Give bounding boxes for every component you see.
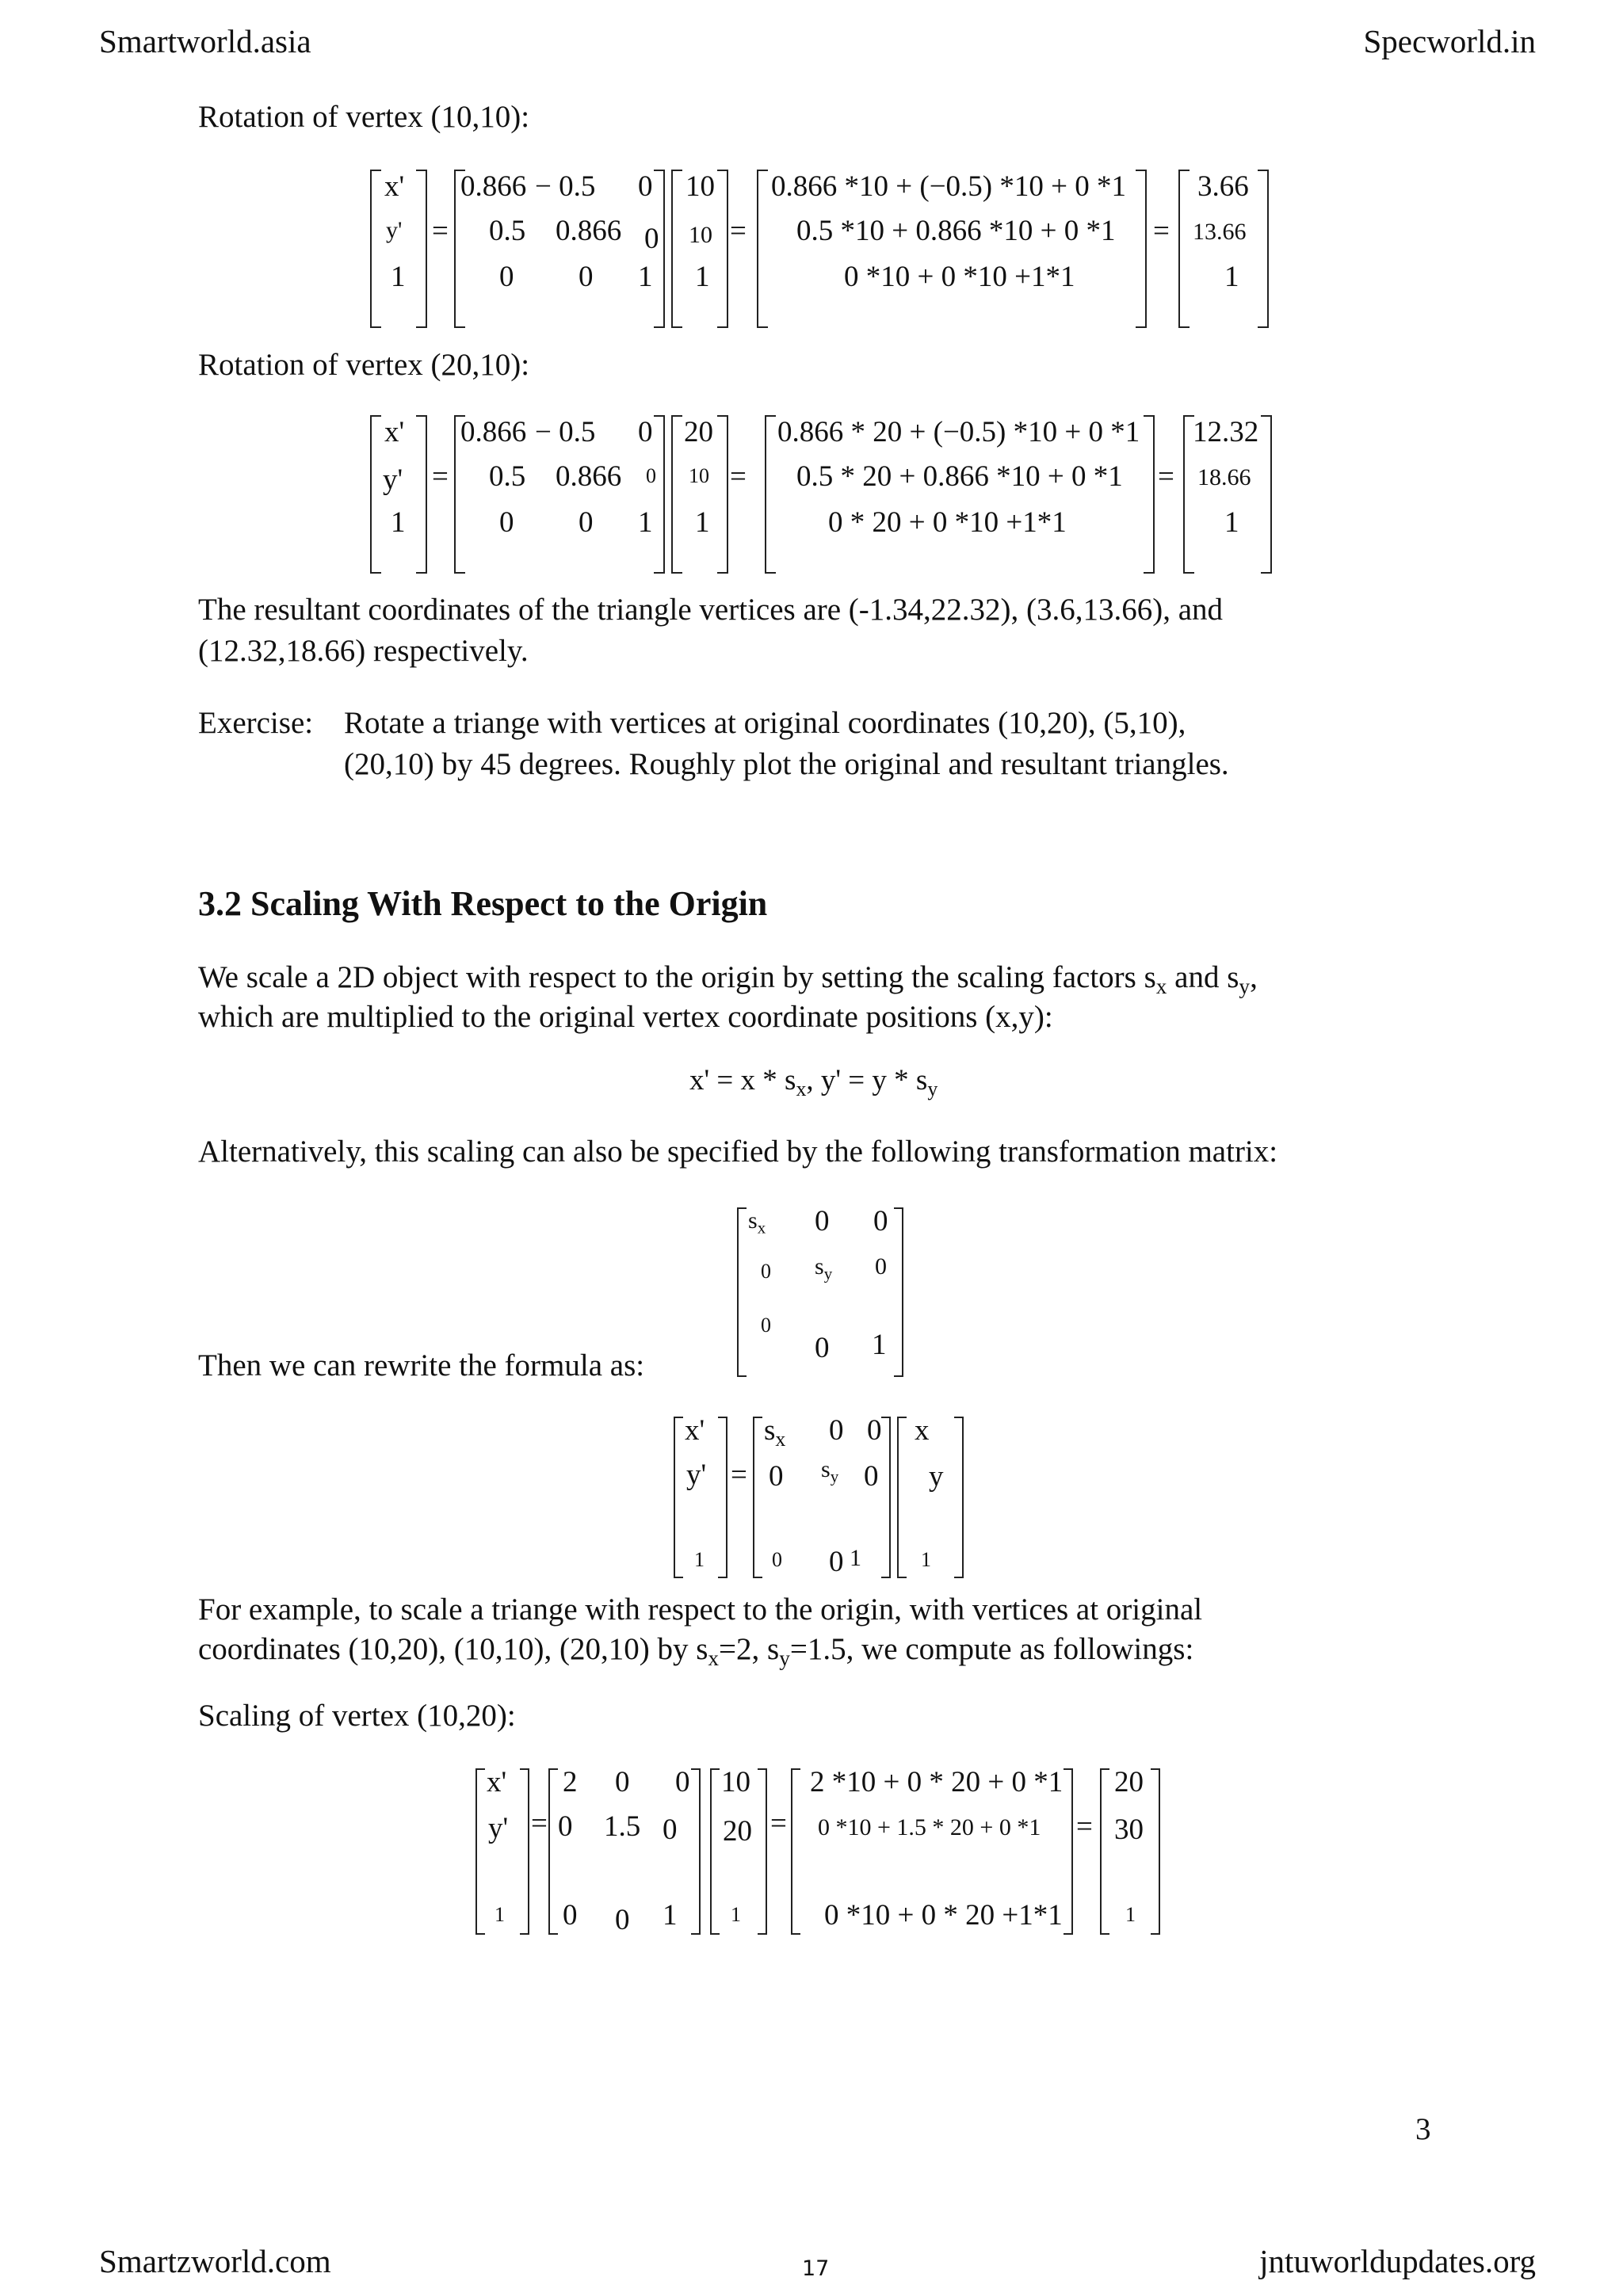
matrix-zero: 0 (815, 1205, 830, 1238)
bracket (954, 1417, 964, 1578)
rotation-caption-2: Rotation of vertex (20,10): (198, 348, 530, 382)
header-left: Smartworld.asia (99, 23, 311, 59)
m21: 0 (558, 1810, 573, 1843)
scaling-equation (475, 1765, 1173, 1939)
matrix-one: 1 (850, 1545, 861, 1571)
header-right: Specworld.in (1363, 23, 1536, 59)
matrix-zero: 0 (772, 1548, 782, 1571)
alternative-text: Alternatively, this scaling can also be specified by the following transformation matrix: (198, 1135, 1278, 1169)
bracket (753, 1417, 762, 1578)
bracket (881, 1417, 891, 1578)
bracket (1261, 415, 1272, 574)
matrix-zero: 0 (761, 1314, 771, 1337)
equals-sign: = (1076, 1810, 1093, 1843)
bracket (520, 1768, 529, 1935)
m21: 0.5 (489, 460, 526, 493)
exercise-line-1: Rotate a triange with vertices at original coordinates (10,20), (5,10), (344, 706, 1186, 740)
matrix-zero: 0 (864, 1460, 879, 1493)
equals-sign: = (730, 215, 747, 247)
rotation-equation-1 (369, 166, 1272, 333)
rewrite-text: Then we can rewrite the formula as: (198, 1348, 645, 1383)
matrix-zero: 0 (815, 1332, 830, 1364)
bracket (710, 1768, 720, 1935)
v1: 20 (684, 416, 713, 448)
e3: 0 *10 + 0 * 20 +1*1 (824, 1899, 1063, 1932)
bracket (737, 1207, 747, 1377)
result-line-1: The resultant coordinates of the triangle vertices are (-1.34,22.32), (3.6,13.66), and (198, 593, 1224, 627)
r3: 1 (1224, 261, 1239, 293)
bracket (671, 415, 682, 574)
m33: 1 (638, 261, 653, 293)
bracket (654, 415, 665, 574)
matrix-sx: $s_x$ (748, 1207, 766, 1238)
m31: 0 (499, 506, 514, 539)
matrix-sx: $s_x$ (764, 1414, 786, 1451)
footer-right: jntuworldupdates.org (1259, 2243, 1536, 2279)
e2: 0.5 *10 + 0.866 *10 + 0 *1 (796, 215, 1116, 247)
bracket (1100, 1768, 1109, 1935)
r3: 1 (1125, 1903, 1136, 1926)
lhs-x: x' (384, 170, 405, 203)
scaling-caption: Scaling of vertex (10,20): (198, 1699, 516, 1733)
equals-sign: = (1153, 215, 1170, 247)
vec-1: 1 (921, 1548, 931, 1571)
equals-sign: = (770, 1807, 787, 1840)
m13: 0 (638, 170, 653, 203)
bracket (1258, 170, 1269, 328)
bracket (674, 1417, 683, 1578)
equals-sign: = (730, 460, 747, 493)
bracket (475, 1768, 485, 1935)
scaling-formula: $x' = x * s_x$, $y' = y * s_y$ (689, 1064, 938, 1100)
v3: 1 (695, 261, 710, 293)
m13: 0 (675, 1766, 690, 1798)
m22: 0.866 (556, 460, 622, 493)
bracket (370, 170, 381, 328)
v2: 20 (723, 1815, 752, 1848)
page-number: 3 (1415, 2112, 1431, 2146)
matrix-zero: 0 (761, 1260, 771, 1283)
lhs-x: x' (487, 1766, 507, 1798)
m12: − 0.5 (535, 170, 596, 203)
v1: 10 (685, 170, 715, 203)
footer-center: 17 (802, 2256, 830, 2281)
equals-sign: = (432, 460, 449, 493)
e2: 0.5 * 20 + 0.866 *10 + 0 *1 (796, 460, 1123, 493)
bracket (718, 1417, 727, 1578)
bracket (691, 1768, 701, 1935)
lhs-y: y' (686, 1459, 707, 1491)
bracket (370, 415, 381, 574)
matrix-sy: $s_y$ (815, 1253, 833, 1283)
m11: 0.866 (460, 416, 527, 448)
matrix-zero: 0 (873, 1205, 888, 1238)
v1: 10 (721, 1766, 750, 1798)
example-line-1: For example, to scale a triange with respect to the origin, with vertices at original (198, 1592, 1203, 1627)
m12: 0 (615, 1766, 630, 1798)
e3: 0 * 20 + 0 *10 +1*1 (828, 506, 1067, 539)
m22: 0.866 (556, 215, 622, 247)
v3: 1 (695, 506, 710, 539)
m31: 0 (499, 261, 514, 293)
lhs-1: 1 (391, 261, 406, 293)
lhs-y: y' (386, 217, 403, 243)
result-line-2: (12.32,18.66) respectively. (198, 634, 529, 668)
e3: 0 *10 + 0 *10 +1*1 (844, 261, 1075, 293)
m31: 0 (563, 1899, 578, 1932)
lhs-1: 1 (391, 506, 406, 539)
lhs-y: y' (488, 1812, 509, 1844)
m11: 0.866 (460, 170, 527, 203)
lhs-1: 1 (495, 1903, 505, 1926)
bracket (548, 1768, 558, 1935)
v3: 1 (731, 1903, 741, 1926)
vec-x: x (915, 1414, 930, 1447)
section-title: 3.2 Scaling With Respect to the Origin (198, 884, 768, 923)
m32: 0 (579, 506, 594, 539)
rotation-caption-1: Rotation of vertex (10,10): (198, 100, 530, 134)
matrix-zero: 0 (829, 1414, 844, 1447)
example-line-2: coordinates (10,20), (10,10), (20,10) by $s_x=2$, $s_y=1.5$, we compute as followings: (198, 1632, 1194, 1671)
m32: 0 (579, 261, 594, 293)
v2: 10 (689, 222, 712, 248)
m23: 0 (646, 464, 656, 487)
r1: 12.32 (1193, 416, 1259, 448)
r1: 20 (1114, 1766, 1144, 1798)
equals-sign: = (432, 215, 449, 247)
scaling-intro-line-1: We scale a 2D object with respect to the origin by setting the scaling factors $s_x$ and $s_y$, (198, 960, 1258, 999)
m33: 1 (663, 1899, 678, 1932)
m32: 0 (615, 1904, 630, 1936)
rewrite-equation (674, 1413, 975, 1584)
equals-sign: = (731, 1459, 747, 1491)
m23: 0 (663, 1814, 678, 1846)
v2: 10 (689, 464, 709, 487)
scaling-matrix (737, 1204, 911, 1379)
r2: 13.66 (1193, 219, 1247, 245)
bracket (717, 170, 728, 328)
vec-y: y (929, 1460, 944, 1493)
m13: 0 (638, 416, 653, 448)
equals-sign: = (1158, 460, 1174, 493)
m11: 2 (563, 1766, 578, 1798)
bracket (1136, 170, 1147, 328)
lhs-y: y' (383, 463, 403, 496)
equals-sign: = (531, 1807, 548, 1840)
matrix-sy: $s_y$ (821, 1456, 839, 1486)
e1: 0.866 * 20 + (−0.5) *10 + 0 *1 (777, 416, 1140, 448)
bracket (1151, 1768, 1160, 1935)
exercise-label: Exercise: (198, 706, 314, 740)
e1: 0.866 *10 + (−0.5) *10 + 0 *1 (771, 170, 1126, 203)
bracket (416, 415, 427, 574)
lhs-x: x' (685, 1414, 705, 1447)
m33: 1 (638, 506, 653, 539)
matrix-zero: 0 (769, 1460, 784, 1493)
bracket (897, 1417, 907, 1578)
bracket (1064, 1768, 1073, 1935)
r1: 3.66 (1197, 170, 1249, 203)
bracket (758, 1768, 767, 1935)
scaling-intro-line-2: which are multiplied to the original vertex coordinate positions (x,y): (198, 1000, 1053, 1034)
exercise-line-2: (20,10) by 45 degrees. Roughly plot the original and resultant triangles. (344, 747, 1229, 781)
m21: 0.5 (489, 215, 526, 247)
lhs-x: x' (384, 416, 405, 448)
e1: 2 *10 + 0 * 20 + 0 *1 (810, 1766, 1064, 1798)
matrix-one: 1 (872, 1329, 887, 1361)
bracket (757, 170, 768, 328)
matrix-zero: 0 (875, 1253, 887, 1280)
footer-left: Smartzworld.com (99, 2243, 331, 2279)
rotation-equation-2 (369, 412, 1280, 578)
m12: − 0.5 (535, 416, 596, 448)
m23: 0 (644, 223, 659, 255)
r2: 18.66 (1197, 464, 1251, 490)
matrix-zero: 0 (867, 1414, 882, 1447)
bracket (765, 415, 776, 574)
matrix-zero: 0 (829, 1546, 844, 1578)
bracket (894, 1207, 903, 1377)
m22: 1.5 (604, 1810, 641, 1843)
r2: 30 (1114, 1814, 1144, 1846)
bracket (416, 170, 427, 328)
lhs-1: 1 (694, 1548, 705, 1571)
bracket (671, 170, 682, 328)
bracket (717, 415, 728, 574)
r3: 1 (1224, 506, 1239, 539)
e2: 0 *10 + 1.5 * 20 + 0 *1 (818, 1814, 1041, 1840)
bracket (1178, 170, 1190, 328)
bracket (791, 1768, 800, 1935)
bracket (1144, 415, 1155, 574)
